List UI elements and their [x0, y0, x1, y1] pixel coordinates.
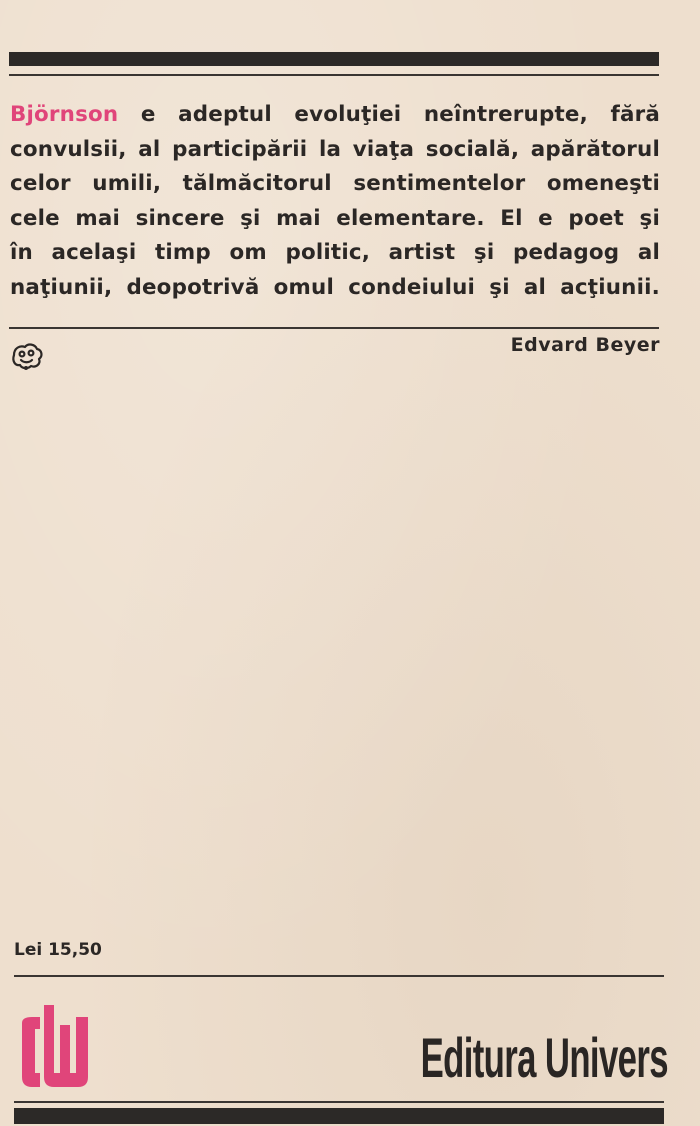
quote-line-6: naţiunii, deopotrivă omul condeiului şi al acţiunii.	[10, 274, 660, 300]
publisher-logo-mark	[22, 1005, 88, 1087]
publisher-name: Editura Univers	[420, 1026, 668, 1089]
quote-line-5: în acelaşi timp om politic, artist şi pedagog al	[10, 240, 660, 266]
quote-line-1	[10, 98, 660, 133]
footer-divider	[14, 975, 664, 977]
publisher-logo	[18, 1003, 94, 1089]
publisher-emblem-icon	[10, 341, 44, 371]
top-thick-rule	[9, 52, 659, 66]
quote-line-2: convulsii, al participării la viaţa socială, apărătorul	[10, 136, 660, 162]
bottom-thin-rule	[14, 1101, 664, 1103]
quote-line-1-rest: e adeptul evoluţiei neîntrerupte, fără	[118, 102, 660, 127]
quote-text	[10, 98, 660, 306]
quote-divider	[9, 327, 659, 329]
top-thin-rule	[9, 74, 659, 76]
quote-line-3: celor umili, tălmăcitorul sentimentelor omeneşti	[10, 171, 660, 197]
price-label: Lei 15,50	[14, 940, 102, 960]
quote-highlight-name: Björnson	[10, 102, 119, 127]
quote-line-4: cele mai sincere şi mai elementare. El e poet şi	[10, 205, 660, 231]
bottom-thick-rule	[14, 1108, 664, 1124]
quote-author: Edvard Beyer	[510, 334, 660, 356]
